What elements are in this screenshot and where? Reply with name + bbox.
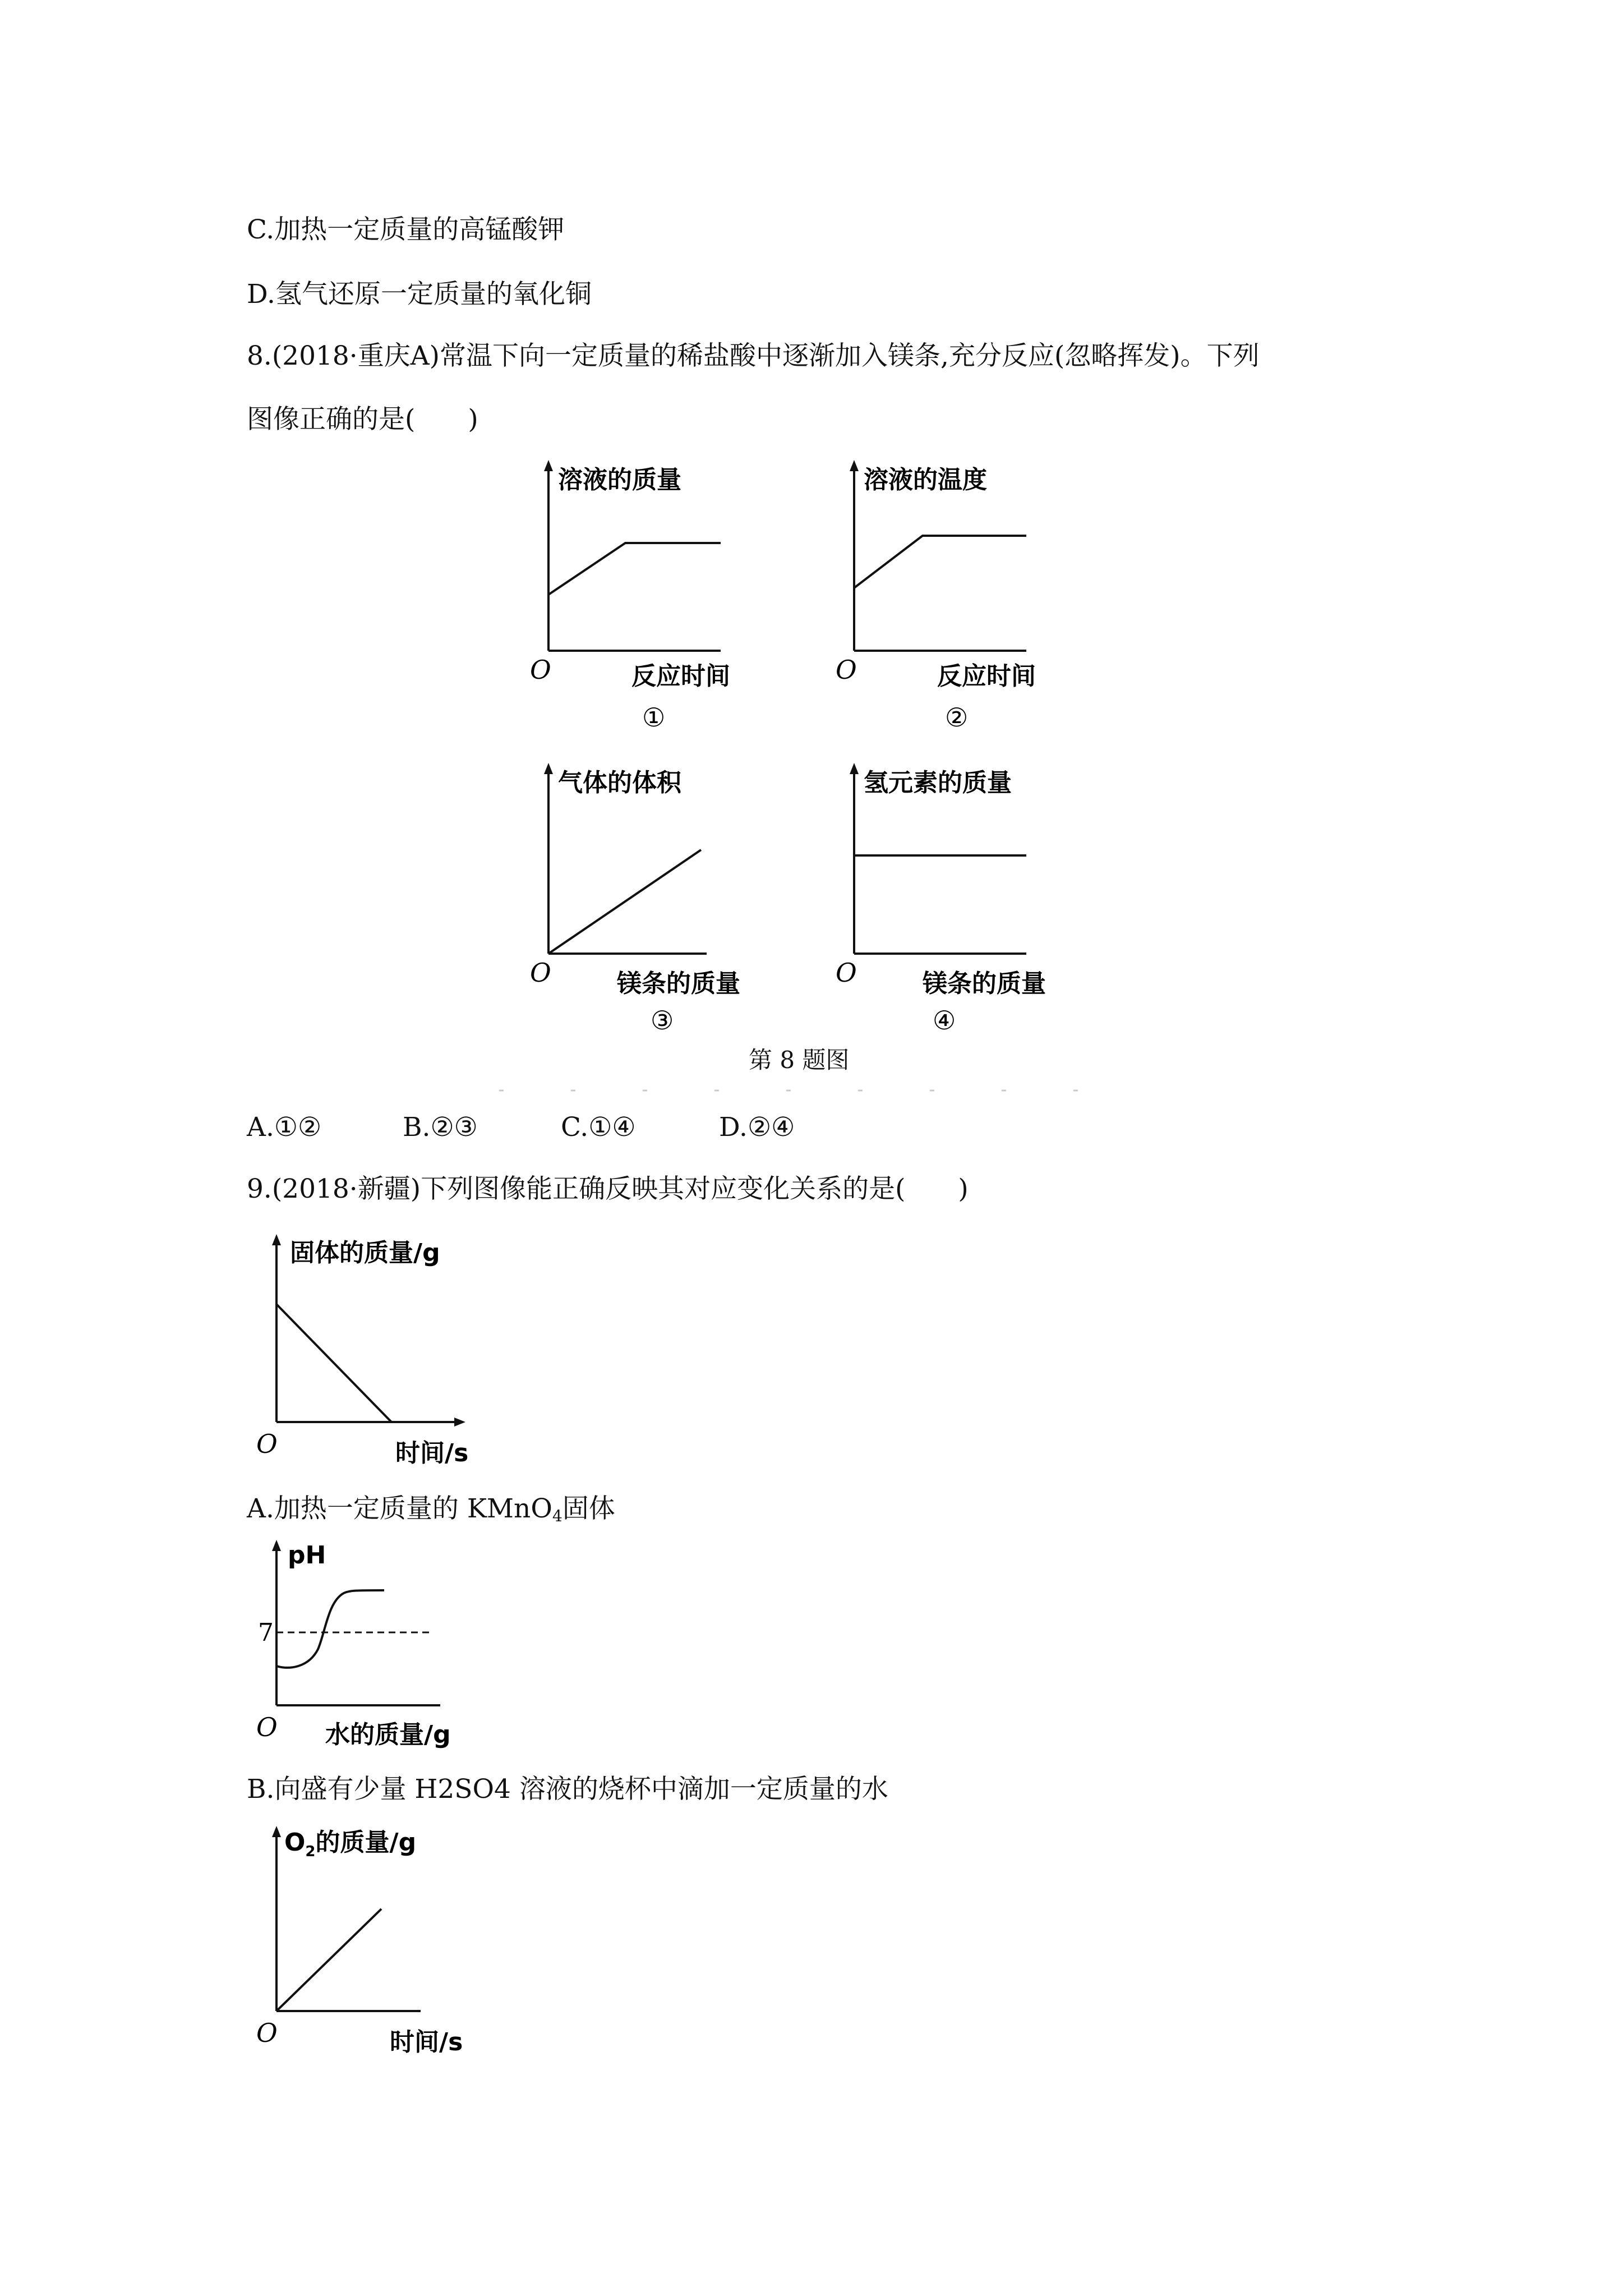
q8-choices <box>247 1111 795 1144</box>
q9-gb-xlabel: 水的质量/g <box>325 1720 451 1749</box>
q8-g2-xlabel: 反应时间 <box>937 662 1036 691</box>
q8-g1-origin: O <box>530 655 551 685</box>
q7-option-d: D.氢气还原一定质量的氧化铜 <box>247 279 592 310</box>
q8-graph-4 <box>833 763 1068 1046</box>
q8-g3-number: ③ <box>651 1005 674 1036</box>
q9-ga-origin: O <box>256 1429 278 1459</box>
q9-graph-b <box>255 1540 491 1766</box>
q8-graph-2 <box>833 460 1068 743</box>
q8-stem-line1: 8.(2018·重庆A)常温下向一定质量的稀盐酸中逐渐加入镁条,充分反应(忽略挥发)。下列 <box>247 341 1260 371</box>
q9-ga-ylabel: 固体的质量/g <box>290 1239 440 1267</box>
q8-g3-xlabel: 镁条的质量 <box>617 969 740 998</box>
q8-g4-number: ④ <box>933 1005 956 1036</box>
q8-figure-caption: 第 8 题图 <box>749 1046 850 1074</box>
q9-stem: 9.(2018·新疆)下列图像能正确反映其对应变化关系的是( ) <box>247 1174 969 1204</box>
q8-g4-origin: O <box>836 958 857 988</box>
q9-gb-origin: O <box>256 1712 278 1742</box>
q9-graph-c <box>255 1826 491 2056</box>
q8-choice-a: A.①② <box>247 1112 322 1143</box>
q9-a-subscript: 4 <box>552 1507 562 1526</box>
q9-option-a <box>247 1492 615 1533</box>
q8-g2-origin: O <box>836 655 857 685</box>
q8-stem-line2: 图像正确的是( ) <box>247 404 478 435</box>
q8-g1-xlabel: 反应时间 <box>631 662 730 691</box>
q9-a-suffix: 固体 <box>562 1493 615 1524</box>
q9-gc-xlabel: 时间/s <box>390 2028 463 2056</box>
q8-graph-1 <box>527 460 763 743</box>
q8-g1-ylabel: 溶液的质量 <box>558 466 681 494</box>
q9-gb-ref-tick: 7 <box>258 1618 274 1647</box>
q9-graph-a <box>255 1234 491 1472</box>
q8-g2-ylabel: 溶液的温度 <box>864 466 987 494</box>
q8-g2-number: ② <box>945 702 969 733</box>
q8-choice-c: C.①④ <box>561 1112 636 1143</box>
q8-choice-d: D.②④ <box>719 1112 795 1143</box>
q8-g3-origin: O <box>530 958 551 988</box>
q8-choice-b: B.②③ <box>403 1112 478 1143</box>
q9-a-text: A.加热一定质量的 KMnO <box>247 1493 552 1524</box>
q9-option-b: B.向盛有少量 H2SO4 溶液的烧杯中滴加一定质量的水 <box>247 1774 888 1805</box>
q8-g4-xlabel: 镁条的质量 <box>923 969 1046 998</box>
q8-g1-number: ① <box>642 702 666 733</box>
q9-gb-ylabel: pH <box>288 1541 326 1570</box>
q8-graph-3 <box>527 763 763 1046</box>
q8-g3-ylabel: 气体的体积 <box>558 769 681 797</box>
scan-artifact <box>499 1084 1088 1087</box>
q7-option-c: C.加热一定质量的高锰酸钾 <box>247 214 565 245</box>
q9-gc-ylabel: $O_2$的质量/g <box>284 1828 417 1860</box>
q9-ga-xlabel: 时间/s <box>395 1439 469 1467</box>
q9-gc-origin: O <box>256 2018 278 2048</box>
q8-g4-ylabel: 氢元素的质量 <box>864 769 1012 797</box>
